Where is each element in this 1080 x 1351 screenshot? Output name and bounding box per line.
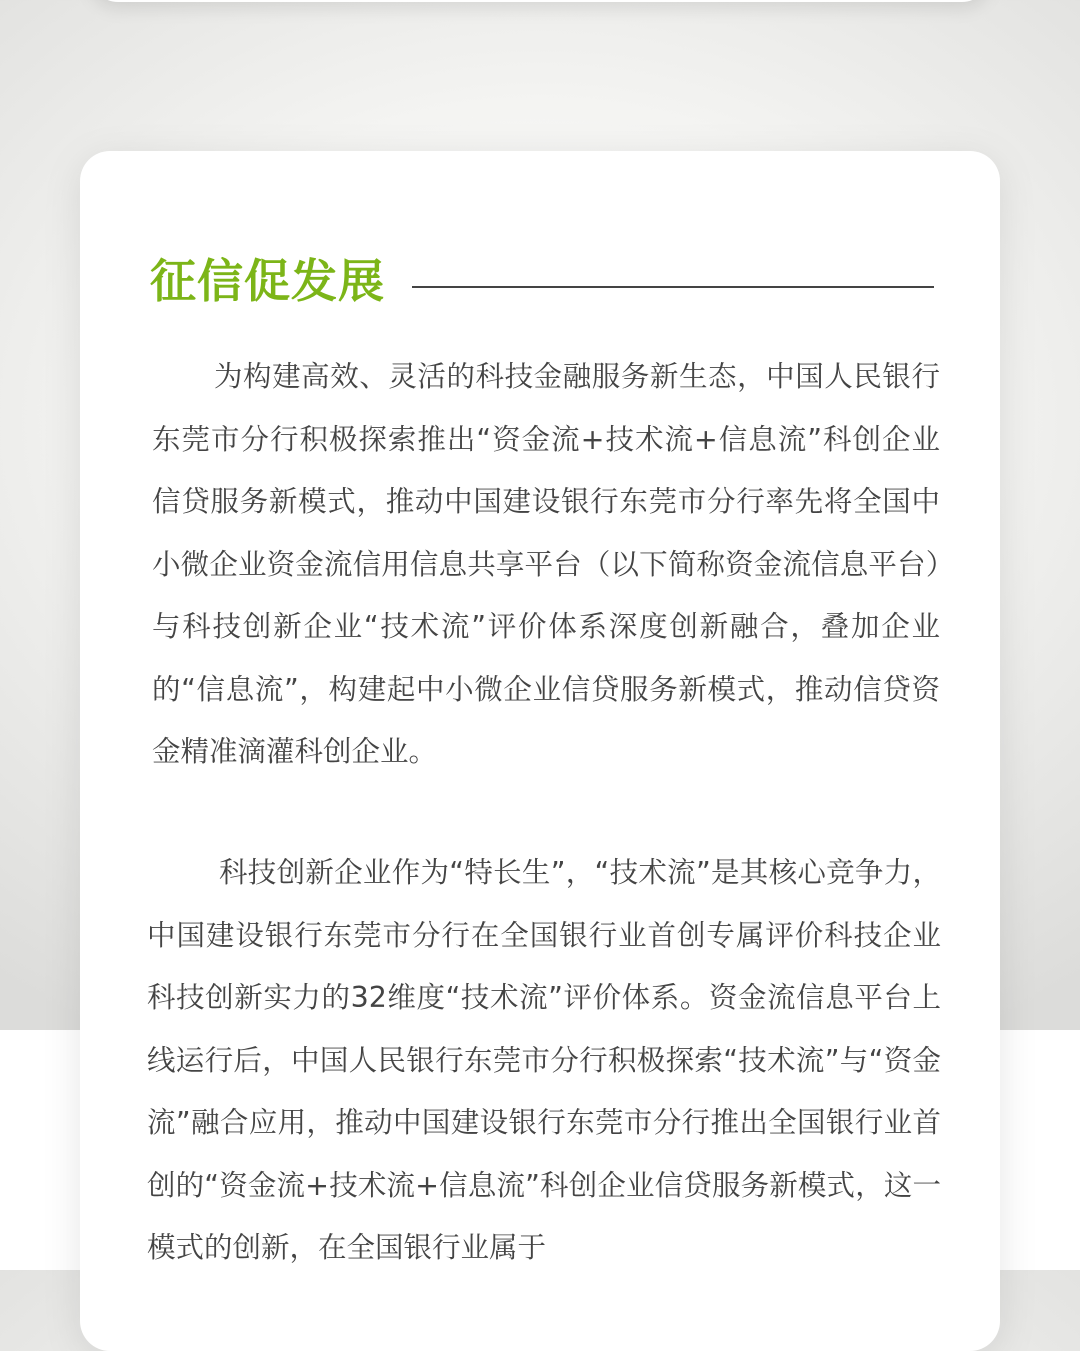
section-title: 征信促发展 [150, 254, 385, 308]
section-title-rule [412, 286, 934, 288]
paragraph-2: 科技创新企业作为“特长生”，“技术流”是其核心竞争力，中国建设银行东莞市分行在全国银行业首创专属评价科技企业科技创新实力的32维度“技术流”评价体系。资金流信息平台上线运行后，中国人民银行东莞市分行积极探索“技术流”与“资金流”融合应用，推动中国建设银行东莞市分行推出全国银行业首创的“资金流+技术流+信息流”科创企业信贷服务新模式，这一模式的创新，在全国银行业属于 [147, 856, 941, 1264]
previous-card-edge [90, 0, 990, 2]
paragraph-1: 为构建高效、灵活的科技金融服务新生态，中国人民银行东莞市分行积极探索推出“资金流+技术流+信息流”科创企业信贷服务新模式，推动中国建设银行东莞市分行率先将全国中小微企业资金流信用信息共享平台（以下简称资金流信息平台）与科技创新企业“技术流”评价体系深度创新融合，叠加企业的“信息流”，构建起中小微企业信贷服务新模式，推动信贷资金精准滴灌科创企业。 [152, 360, 940, 768]
section-header [150, 250, 940, 312]
